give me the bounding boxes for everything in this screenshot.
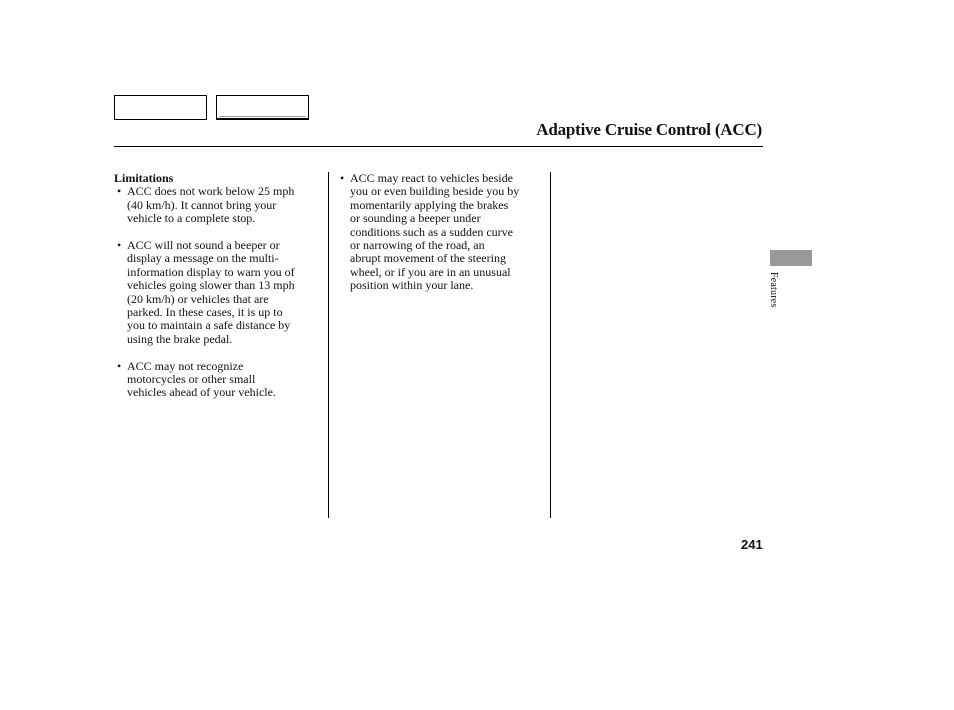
title-rule — [114, 146, 763, 147]
nav-box-next[interactable] — [216, 95, 309, 120]
middle-column — [339, 172, 544, 306]
list-item: • ACC does not work below 25 mph (40 km/h). It cannot bring your vehicle to a complete stop. — [114, 185, 319, 225]
nav-box-previous[interactable] — [114, 95, 207, 120]
column-divider — [328, 172, 329, 518]
page-number: 241 — [741, 537, 763, 552]
list-item: • ACC may react to vehicles beside you or even building beside you by momentarily applying the brakes or sounding a beeper under conditions such as a sudden curve or narrowing of the road, an abrupt movement of the steering wheel, or if you are in an unusual position within your lane. — [339, 172, 544, 293]
page-title: Adaptive Cruise Control (ACC) — [536, 120, 762, 139]
section-tab-label: Features — [768, 272, 779, 308]
column-divider — [550, 172, 551, 518]
list-item: • ACC may not recognize motorcycles or other small vehicles ahead of your vehicle. — [114, 360, 319, 400]
section-heading-limitations: Limitations — [114, 171, 174, 185]
section-tab — [770, 250, 812, 266]
left-column — [114, 172, 319, 413]
list-item: • ACC will not sound a beeper or display a message on the multi- information display to warn you of vehicles going slower than 13 mph (20 km/h) or vehicles that are parked. In these cases, it is up to you to maintain a safe distance by using the brake pedal. — [114, 239, 319, 346]
